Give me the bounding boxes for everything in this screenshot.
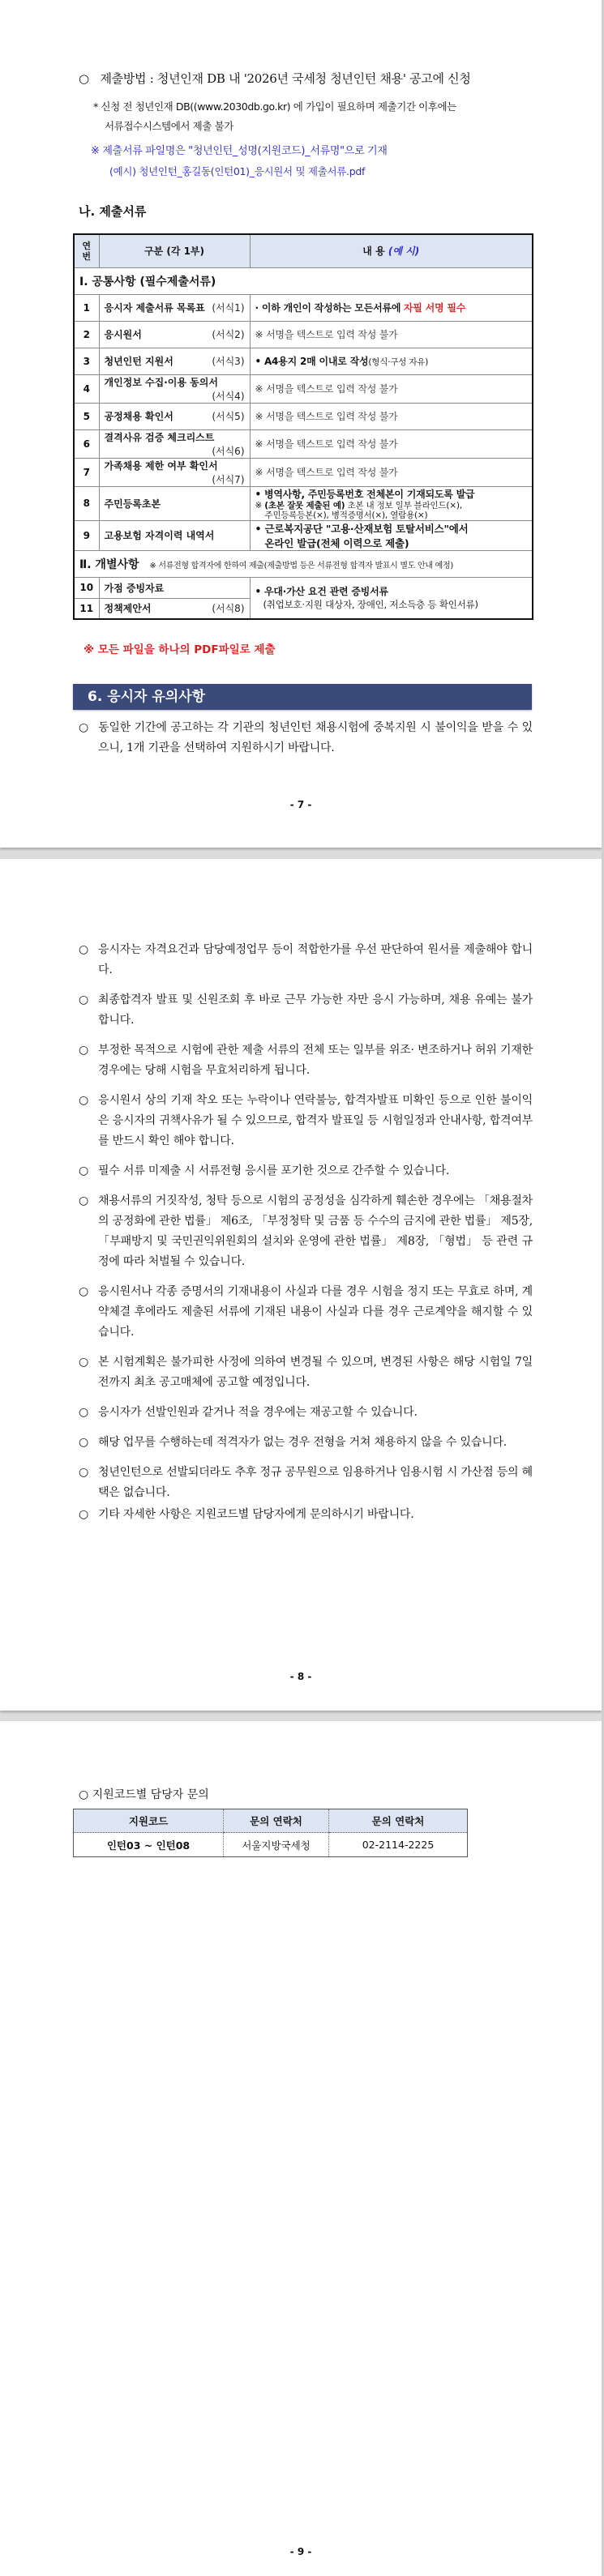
table-header-row <box>74 234 533 267</box>
caution-item: ○ 동일한 기간에 공고하는 각 기관의 청년인턴 채용시험에 중복지원 시 불이익을 받을 수 있으니, 1개 기관을 선택하여 지원하시기 바랍니다. <box>79 721 533 754</box>
caution-item: ○ 응시원서나 각종 증명서의 기재내용이 사실과 다를 경우 시험을 정지 또는 무효로 하며, 계약체결 후에라도 제출된 서류에 기재된 내용이 사실과 다를 경우 근로계약을 해지할 수 있습니다. <box>79 1285 533 1339</box>
table-row: 11 정책제안서 (서식8) <box>74 598 533 619</box>
page-7 <box>0 0 602 848</box>
caution-item: ○ 기타 자세한 사항은 지원코드별 담당자에게 문의하시기 바랍니다. <box>79 1508 414 1521</box>
submit-method: ○ 제출방법 : 청년인재 DB 내 '2026년 국세청 청년인턴 채용' 공고에 신청 <box>79 71 471 86</box>
caution-item: ○ 최종합격자 발표 및 신원조회 후 바로 근무 가능한 자만 응시 가능하며, 채용 유예는 불가합니다. <box>79 993 533 1027</box>
contact-heading: ○ 지원코드별 담당자 문의 <box>79 1788 209 1801</box>
signup-note: * 신청 전 청년인재 DB((www.2030db.go.kr) 에 가입이 필요하며 제출기간 이후에는 서류접수시스템에서 제출 불가 <box>93 100 456 132</box>
caution-item: ○ 응시원서 상의 기재 착오 또는 누락이나 연락불능, 합격자발표 미확인 등으로 인한 불이익은 응시자의 귀책사유가 될 수 있으므로, 합격자 발표일 등 시험일정과 안내사항, 합격여부를 반드시 확인 해야 합니다. <box>79 1094 533 1147</box>
pdf-note: ※ 모든 파일을 하나의 PDF파일로 제출 <box>84 643 276 656</box>
caution-item: ○ 본 시험계획은 불가피한 사정에 의하여 변경될 수 있으며, 변경된 사항은 해당 시험일 7일 전까지 최초 공고매체에 공고할 예정입니다. <box>79 1356 533 1389</box>
caution-item: ○ 필수 서류 미제출 시 서류전형 응시를 포기한 것으로 간주할 수 있습니다. <box>79 1164 450 1177</box>
table-row: 10 가점 증빙자료 • 우대·가산 요건 관련 증빙서류 (취업보호·지원 대상자, 장애인, 저소득층 등 확인서류) <box>74 577 533 598</box>
caution-item: ○ 해당 업무를 수행하는데 적격자가 없는 경우 전형을 거쳐 채용하지 않을 수 있습니다. <box>79 1436 508 1449</box>
caution-item: ○ 청년인턴으로 선발되더라도 추후 정규 공무원으로 임용하거나 임용시험 시 가산점 등의 혜택은 없습니다. <box>79 1466 533 1499</box>
section-row-individual: Ⅱ. 개별사항 ※ 서류전형 합격자에 한하여 제출(제출방법 등은 서류전형 합격자 발표시 별도 안내 예정) <box>74 550 533 577</box>
caution-list-page7 <box>79 718 533 768</box>
table-row: 4 개인정보 수집·이용 동의서 (서식4) ※ 서명을 텍스트로 입력 작성 불가 <box>74 374 533 403</box>
contacts-table <box>73 1809 468 1857</box>
page-number: - 7 - <box>289 799 312 810</box>
page-9 <box>0 1721 602 2576</box>
table-header-row: 지원코드 문의 연락처 문의 연락처 <box>74 1809 468 1833</box>
table-row: 3 청년인턴 지원서 (서식3) • A4용지 2매 이내로 작성(형식·구성 자유) <box>74 348 533 374</box>
header-content: 내 용 (예 시) <box>250 234 533 267</box>
table-row: 인턴03 ~ 인턴08 서울지방국세청 02-2114-2225 <box>74 1833 468 1857</box>
page-number: - 9 - <box>289 2546 312 2557</box>
header-name: 구분 (각 1부) <box>99 234 250 267</box>
submit-method-label: 제출방법 : <box>100 71 154 86</box>
sub-heading-documents: 나. 제출서류 <box>79 204 147 219</box>
caution-item: ○ 응시자는 자격요건과 담당예정업무 등이 적합한가를 우선 판단하여 원서를 제출해야 합니다. <box>79 943 533 976</box>
table-row: 7 가족채용 제한 여부 확인서 (서식7) ※ 서명을 텍스트로 입력 작성 불가 <box>74 458 533 486</box>
table-row: 5 공정채용 확인서 (서식5) ※ 서명을 텍스트로 입력 작성 불가 <box>74 403 533 429</box>
filename-note: ※ 제출서류 파일명은 "청년인턴_성명(지원코드)_서류명"으로 기재 <box>91 145 388 157</box>
table-row: 2 응시원서 (서식2) ※ 서명을 텍스트로 입력 작성 불가 <box>74 321 533 348</box>
table-row: 9 고용보험 자격이력 내역서 • 근로복지공단 "고용·산재보험 토탈서비스"에서 온라인 발급(전체 이력으로 제출) <box>74 520 533 550</box>
page-8 <box>0 859 602 1711</box>
caution-item: ○ 채용서류의 거짓작성, 청탁 등으로 시험의 공정성을 심각하게 훼손한 경우에는 「채용절차의 공정화에 관한 법률」 제6조, 「부정청탁 및 금품 등 수수의 금지에 관한 법률」 제5장, 「부패방지 및 국민권익위원회의 설치와 운영에 관한 법률」 제8장, 「형법」 등 관련 규정에 따라 처벌될 수 있습니다. <box>79 1194 533 1268</box>
table-row: 1 응시자 제출서류 목록표 (서식1) · 이하 개인이 작성하는 모든서류에 자필 서명 필수 <box>74 294 533 321</box>
section-row-common: Ⅰ. 공통사항 (필수제출서류) <box>74 267 533 294</box>
header-no: 연 번 <box>74 234 99 267</box>
documents-table <box>73 233 533 620</box>
caution-item: ○ 응시자가 선발인원과 같거나 적을 경우에는 재공고할 수 있습니다. <box>79 1406 418 1419</box>
caution-list-page8 <box>79 940 533 1535</box>
submit-method-text: 청년인재 DB 내 '2026년 국세청 청년인턴 채용' 공고에 신청 <box>156 71 471 86</box>
section-title-cautions: 6. 응시자 유의사항 <box>73 684 532 710</box>
table-row: 8 주민등록초본 • 병역사항, 주민등록번호 전체본이 기재되도록 발급 ※ (초본 잘못 제출된 예) 초본 내 정보 일부 블라인드(×), 주민등록등본(×), 병적증명서(×), 열람용(×) <box>74 486 533 520</box>
caution-item: ○ 부정한 목적으로 시험에 관한 제출 서류의 전체 또는 일부를 위조· 변조하거나 허위 기재한 경우에는 당해 시험을 무효처리하게 됩니다. <box>79 1044 533 1077</box>
table-row: 6 결격사유 검증 체크리스트 (서식6) ※ 서명을 텍스트로 입력 작성 불가 <box>74 429 533 458</box>
filename-example: (예시) 청년인턴_홍길동(인턴01)_응시원서 및 제출서류.pdf <box>109 165 366 177</box>
page-number: - 8 - <box>289 1671 312 1682</box>
